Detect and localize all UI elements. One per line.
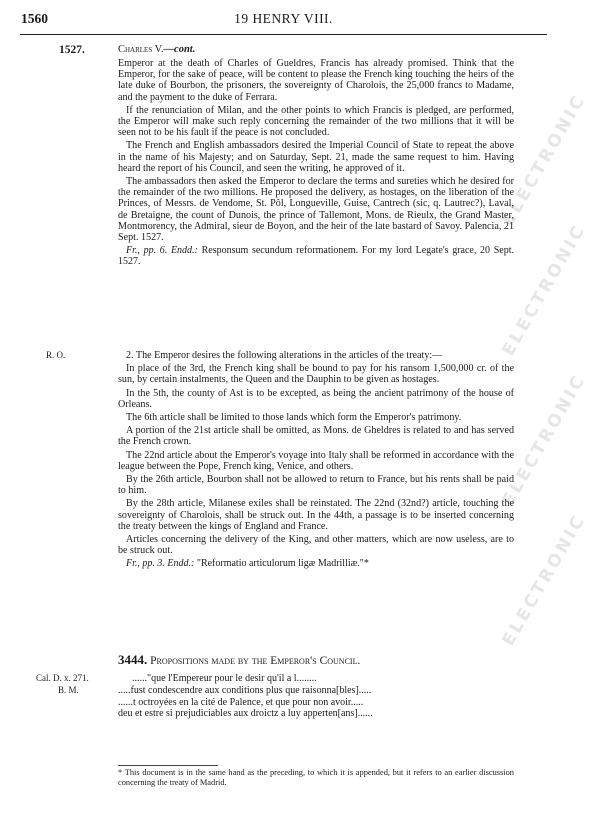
document-1-body: [118, 58, 514, 270]
continuation-heading: [118, 44, 195, 55]
paragraph: If the renunciation of Milan, and the other points to which Francis is pledged, are performed, the Emperor will make such reply concerning the remainder of the two millions that it will be seen not to be his fault if the peace is not concluded.: [118, 104, 514, 139]
paragraph: The French and English ambassadors desired the Imperial Council of State to repeat the above in the name of his Majesty; and on Saturday, Sept. 21, made the same request to him. Having heard the report of his Council, and seen the writing, he approved of it.: [118, 140, 514, 174]
paragraph: 2. The Emperor desires the following alterations in the articles of the treaty:—: [126, 350, 443, 361]
paragraph: Emperor at the death of Charles of Gueldres, Francis has already promised. Think that the Emperor, for the sake of peace, will be content to please the French king touching the heirs of the late duke of Bourbon, the prisoners, the sovereignty of Charolois, the 25,000 francs to Madame, and the payment to the duke of Ferrara.: [118, 58, 514, 103]
document-3-fragments: [118, 673, 512, 720]
continuation-name: Charles V.: [118, 44, 164, 55]
margin-ref-cal: Cal. D. x. 271.: [36, 673, 89, 683]
document-3-heading: [118, 652, 518, 668]
fragment-line: deu et estre si prejudiciables aux droictz a luy apperten[ans]......: [118, 708, 373, 720]
fragment-line: ......"que l'Empereur pour le desir qu'il a l........: [132, 673, 317, 684]
paragraph: Articles concerning the delivery of the King, and other matters, which are now useless, are to be struck out.: [118, 534, 514, 557]
paragraph: The 22nd article about the Emperor's voyage into Italy shall be reformed in accordance with the league between the Pope, French king, Venice, and others.: [118, 449, 514, 472]
fragment-line: .....fust condescendre aux conditions plus que raisonna[bles].....: [118, 684, 372, 696]
paragraph: By the 28th article, Milanese exiles shall be reinstated. The 22nd (32nd?) article, touching the sovereignty of Charolois, shall be struck out. In the 44th, a passage is to be inserted concerning the treaty between the kings of England and France.: [118, 498, 514, 532]
watermark-stamp: ELECTRONIC: [498, 370, 590, 510]
endorsement-endd: Endd.:: [170, 245, 198, 257]
paragraph: In the 5th, the county of Ast is to be excepted, as being the ancient patrimony of the house of Orleans.: [118, 387, 514, 410]
endorsement: [118, 558, 514, 569]
paragraph: The 6th article shall be limited to those lands which form the Emperor's patrimony.: [126, 412, 462, 424]
endorsement-label: Fr., pp. 6.: [126, 245, 168, 257]
document-title: Propositions made by the Emperor's Council.: [150, 655, 361, 667]
header-rule: [20, 34, 547, 35]
document-2-body: [118, 350, 514, 572]
running-title: 19 HENRY VIII.: [234, 11, 333, 26]
watermark-stamp: ELECTRONIC: [498, 510, 590, 650]
watermark-stamp: ELECTRONIC: [498, 220, 590, 360]
footnote: * This document is in the same hand as the preceding, to which it is appended, but it refers to an earlier discussion concerning the treaty of Madrid.: [118, 768, 514, 787]
footnote-rule: [118, 765, 218, 766]
endorsement-text: Responsum secundum reformationem. For my lord Legate's grace, 20 Sept. 1527.: [118, 245, 514, 268]
fragment-line: ......t octroyées en la cité de Palence, et que pour non avoir.....: [118, 696, 364, 708]
watermark-stamp: ELECTRONIC: [498, 90, 590, 230]
paragraph: A portion of the 21st article shall be omitted, as Mons. de Gheldres is related to and has served the French crown.: [118, 425, 514, 448]
continuation-suffix: —cont.: [163, 44, 196, 55]
endorsement-label: Fr., pp. 3.: [126, 558, 165, 570]
paragraph: By the 26th article, Bourbon shall not be allowed to return to France, but his rents shall be paid to him.: [118, 474, 514, 497]
document-number: 3444.: [118, 652, 148, 667]
margin-ref-bm: B. M.: [58, 685, 79, 695]
endorsement-endd: Endd.:: [167, 558, 195, 570]
paragraph: In place of the 3rd, the French king shall be bound to pay for his ransom 1,500,000 cr. of the sun, by certain instalments, the Queen and the Dauphin to be given as hostages.: [118, 363, 514, 386]
year-marker: 1527.: [59, 44, 85, 56]
margin-source-ro: R. O.: [46, 350, 66, 360]
endorsement: [118, 245, 514, 267]
paragraph: The ambassadors then asked the Emperor to declare the terms and sureties which he desired for the remainder of the two millions. He proposed the delivery, as hostages, on the liberation of the Princes, of Messrs. de Vendome, St. Pôl, Longueville, Guise, Cantrech (sic, q. Lautrec?), Laval, de Bretaigne, the count of Dunois, the prince of Tallemont, Mons. de Rieulx, the Grand Master, Montmorency, the Admiral, sieur de Boyon, and the heir of the late bastard of Savoy. Palencia, 21 Sept. 1527.: [118, 176, 514, 244]
endorsement-text: "Reformatio articulorum ligæ Madrilliæ."*: [196, 558, 369, 570]
page-number: 1560: [21, 11, 48, 26]
